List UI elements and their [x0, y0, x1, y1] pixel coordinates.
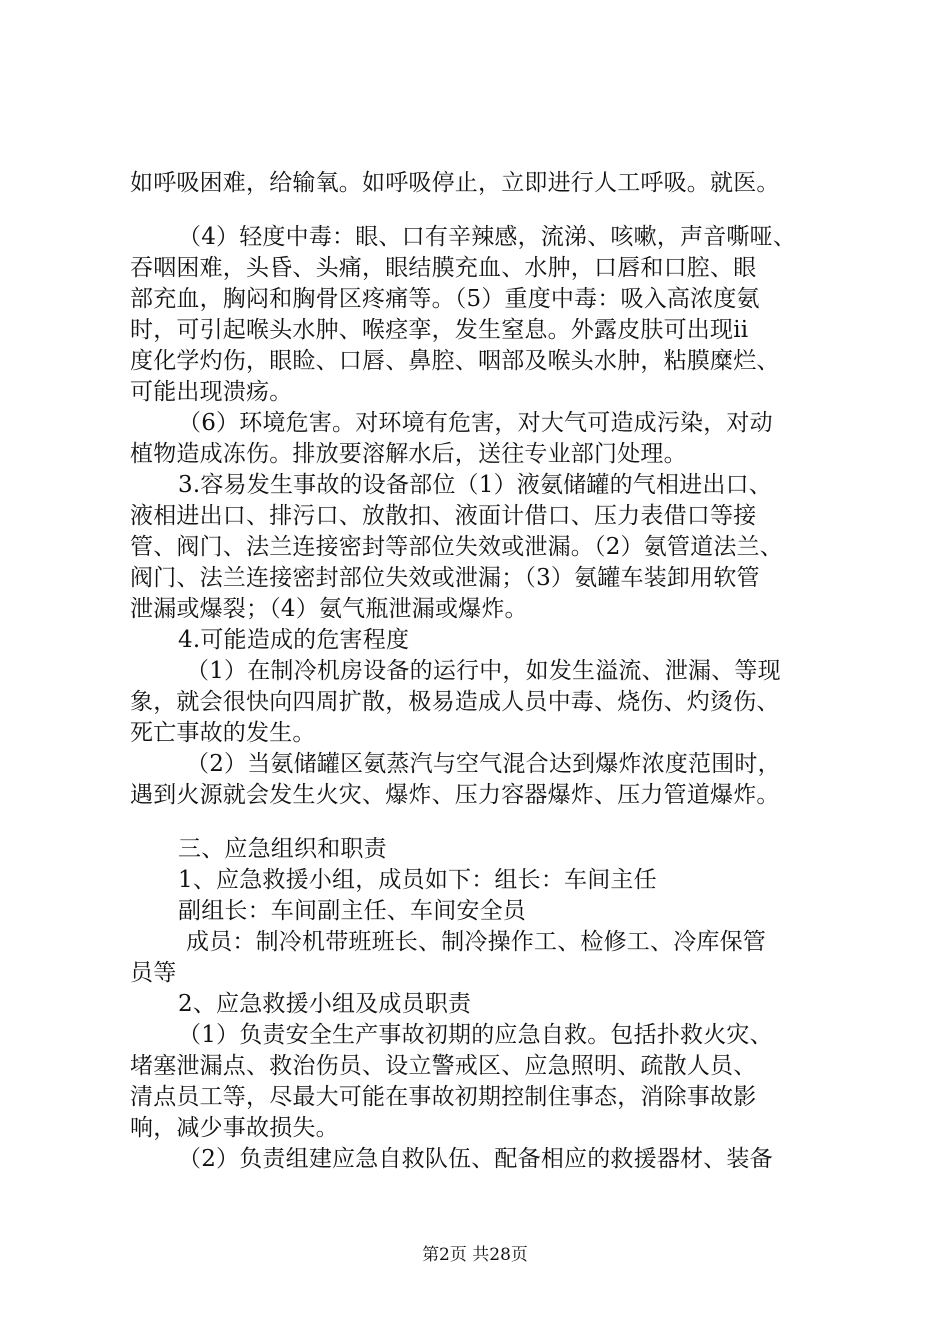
text-line: 遇到火源就会发生火灾、爆炸、压力容器爆炸、压力管道爆炸。	[130, 782, 780, 808]
text-line: 度化学灼伤，眼睑、口唇、鼻腔、咽部及喉头水肿，粘膜糜烂、	[130, 348, 780, 374]
page-number-footer: 第2页 共28页	[422, 1245, 528, 1265]
text-line: 液相进出口、排污口、放散扣、液面计借口、压力表借口等接	[130, 503, 757, 529]
paragraph-gap	[130, 199, 850, 222]
text-line: 副组长：车间副主任、车间安全员	[178, 898, 526, 924]
text-line: 响，减少事故损失。	[130, 1115, 339, 1141]
text-line: 清点员工等，尽最大可能在事故初期控制住事态，消除事故影	[130, 1084, 757, 1110]
text-line: 部充血，胸闷和胸骨区疼痛等。（5）重度中毒：吸入高浓度氨	[130, 286, 760, 312]
text-line: 阀门、法兰连接密封部位失效或泄漏；（3）氨罐车装卸用软管	[130, 565, 760, 591]
text-line: 员等	[130, 960, 177, 986]
text-line: 1、应急救援小组，成员如下：组长：车间主任	[178, 867, 657, 893]
text-line: 3.容易发生事故的设备部位（1）液氨储罐的气相进出口、	[178, 472, 772, 498]
text-line: 成员：制冷机带班班长、制冷操作工、检修工、冷库保管	[186, 929, 766, 955]
text-line: （4）轻度中毒：眼、口有辛辣感，流涕、咳嗽，声音嘶哑、	[178, 224, 797, 250]
text-line: 泄漏或爆裂；（4）氨气瓶泄漏或爆炸。	[130, 596, 528, 622]
text-line: 死亡事故的发生。	[130, 720, 316, 746]
text-line: 如呼吸困难，给输氧。如呼吸停止，立即进行人工呼吸。就医。	[130, 170, 780, 196]
text-line: 管、阀门、法兰连接密封等部位失效或泄漏。（2）氨管道法兰、	[130, 534, 783, 560]
text-line: （1）负责安全生产事故初期的应急自救。包括扑救火灾、	[178, 1022, 773, 1048]
text-line: （6）环境危害。对环境有危害，对大气可造成污染，对动	[178, 410, 773, 436]
text-line: 象，就会很快向四周扩散，极易造成人员中毒、烧伤、灼烫伤、	[130, 689, 780, 715]
text-line: （2）当氨储罐区氨蒸汽与空气混合达到爆炸浓度范围时，	[186, 751, 781, 777]
paragraph-gap	[130, 811, 850, 834]
text-line: 4.可能造成的危害程度	[178, 627, 410, 653]
section-heading: 三、应急组织和职责	[178, 836, 387, 862]
text-line: 可能出现溃疡。	[130, 379, 293, 405]
text-line: 吞咽困难，头昏、头痛，眼结膜充血、水肿，口唇和口腔、眼	[130, 255, 757, 281]
text-line: （1）在制冷机房设备的运行中，如发生溢流、泄漏、等现	[186, 658, 781, 684]
document-body	[130, 168, 850, 1175]
text-line: 堵塞泄漏点、救治伤员、设立警戒区、应急照明、疏散人员、	[130, 1053, 757, 1079]
text-line: 植物造成冻伤。排放要溶解水后，送往专业部门处理。	[130, 441, 687, 467]
text-line: 时，可引起喉头水肿、喉痉挛，发生窒息。外露皮肤可出现ii	[130, 317, 749, 343]
text-line: 2、应急救援小组及成员职责	[178, 991, 472, 1017]
text-line: （2）负责组建应急自救队伍、配备相应的救援器材、装备	[178, 1146, 773, 1172]
